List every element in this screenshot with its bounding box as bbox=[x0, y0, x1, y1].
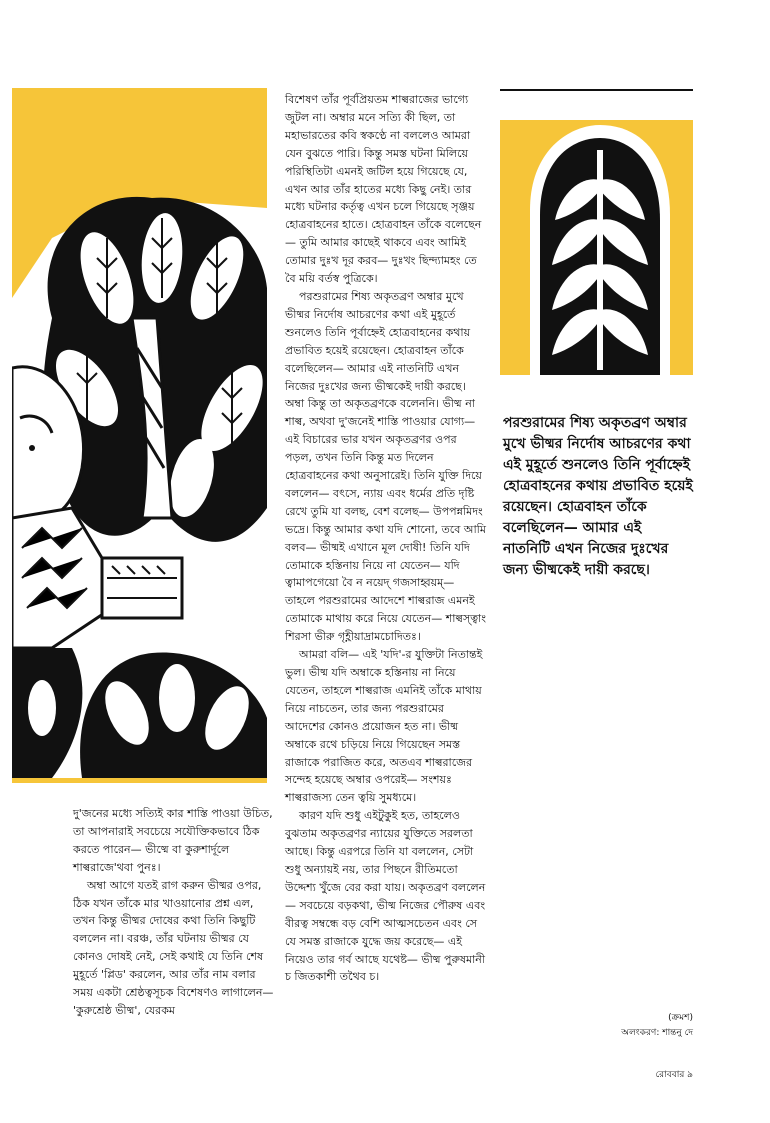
illustration-credit: অলংকরণ: শান্তনু দে bbox=[621, 1028, 693, 1038]
paragraph: বিশেষণ তাঁর পূর্বপ্রিয়তম শাল্বরাজের ভাগ্যে জুটল না। অম্বার মনে সত্যি কী ছিল, তা মহাভারতের কবি স্বকণ্ঠে না বললেও আমরা যেন বুঝতে পারি। কিন্তু সমস্ত ঘটনা মিলিয়ে পরিস্থিতিটা এমনই জটিল হয়ে গিয়েছে যে, এখন আর তাঁর হাতের মধ্যে কিছু নেই। তার মধ্যে ঘটনার কর্তৃত্ব এখন চলে গিয়েছে সৃঞ্জয় হোত্রবাহনের হাতে। হোত্রবাহন তাঁকে বলেছেন— তুমি আমার কাছেই থাকবে এবং আমিই তোমার দুঃখ দূর করব— দুঃখং ছিন্দ্যামহং তে বৈ ময়ি বর্তস্ব পুত্রিকে। bbox=[285, 93, 482, 286]
page-folio: রোববার ৯ bbox=[655, 1070, 693, 1080]
paragraph: পরশুরামের শিষ্য অকৃতব্রণ অম্বার মুখে ভীষ্মর নির্দোষ আচরণের কথা এই মুহূর্তে শুনলেও তিনি পূর্বাহ্নেই হোত্রবাহনের কথায় প্রভাবিত হয়েই রয়েছেন। হোত্রবাহন তাঁকে বলেছিলেন— আমার এই নাতনিটি এখন নিজের দুঃখের জন্য ভীষ্মকেই দায়ী করছে। অম্বা কিন্তু তা অকৃতব্রণকে বলেননি। ভীষ্ম না শাল্ব, অথবা দু'জনেই শাস্তি পাওয়ার যোগ্য— এই বিচারের ভার যখন অকৃতব্রণর ওপর পড়ল, তখন তিনি কিন্তু মত দিলেন হোত্রবাহনের কথা অনুসারেই। তিনি যুক্তি দিয়ে বললেন— বৎসে, ন্যায় এবং ধর্মের প্রতি দৃষ্টি রেখে তুমি যা বলছ, বেশ বলেছ— উপপন্নমিদং ভদ্রে। কিন্তু আমার কথা যদি শোনো, তবে আমি বলব— ভীষ্মই এখানে মূল দোষী! তিনি যদি তোমাকে হস্তিনায় নিয়ে না যেতেন— যদি ত্বামাপগেয়ো বৈ ন নয়েদ্ গজসাহ্বয়ম্— তাহলে পরশুরামের আদেশে শাল্বরাজ এমনই তোমাকে মাথায় করে নিয়ে যেতেন— শাল্বস্ত্বাং শিরসা ভীরু গৃহ্ণীয়াদ্রামচোদিতঃ। bbox=[285, 289, 486, 644]
pull-quote: পরশুরামের শিষ্য অকৃতব্রণ অম্বার মুখে ভীষ্মর নির্দোষ আচরণের কথা এই মুহূর্তে শুনলেও তিনি পূর্বাহ্নেই হোত্রবাহনের কথায় প্রভাবিত হয়েই রয়েছেন। হোত্রবাহন তাঁকে বলেছিলেন— আমার এই নাতনিটি এখন নিজের দুঃখের জন্য ভীষ্মকেই দায়ী করছে। bbox=[503, 415, 693, 578]
paragraph: আমরা বলি— এই 'যদি'-র যুক্তিটা নিতান্তই ভুল। ভীষ্ম যদি অম্বাকে হস্তিনায় না নিয়ে যেতেন, তাহলে শাল্বরাজ এমনিই তাঁকে মাথায় নিয়ে নাচতেন, তার জন্য পরশুরামের আদেশের কোনও প্রয়োজন হত না। ভীষ্ম অম্বাকে রথে চড়িয়ে নিয়ে গিয়েছেন সমস্ত রাজাকে পরাজিত করে, অতএব শাল্বরাজের সন্দেহ হয়েছে অম্বার ওপরেই— সংশয়ঃ শাল্বরাজস্য তেন ত্বয়ি সুমধ্যমে। bbox=[285, 648, 483, 805]
credits bbox=[560, 1011, 693, 1041]
paragraph: দু'জনের মধ্যে সত্যিই কার শাস্তি পাওয়া উচিত, তা আপনারাই সবচেয়ে সযৌক্তিকভাবে ঠিক করতে পারেন— ভীষ্মে বা কুরুশার্দূলে শাল্বরাজে'থবা পুনঃ। bbox=[73, 807, 273, 874]
paragraph: অম্বা আগে যতই রাগ করুন ভীষ্মর ওপর, ঠিক যখন তাঁকে মার খাওয়ানোর প্রশ্ন এল, তখন কিন্তু ভীষ্মর দোষের কথা তিনি কিছুটি বললেন না। বরঞ্চ, তাঁর ঘটনায় ভীষ্মর যে কোনও দোষই নেই, সেই কথাই যে তিনি শেষ মুহূর্তে 'প্লিড' করলেন, আর তাঁর নাম বলার সময় একটা শ্রেষ্ঠত্বসূচক বিশেষণও লাগালেন— 'কুরুশ্রেষ্ঠ ভীষ্ম', যেরকম bbox=[73, 878, 274, 1017]
column-rule bbox=[500, 89, 693, 91]
paragraph: কারণ যদি শুধু এইটুকুই হত, তাহলেও বুঝতাম অকৃতব্রণর ন্যায়ের যুক্তিতে সরলতা আছে। কিন্তু এরপরে তিনি যা বললেন, সেটা শুধু অন্যায়ই নয়, তার পিছনে রীতিমতো উদ্দেশ্য খুঁজে বের করা যায়। অকৃতব্রণ বললেন— সবচেয়ে বড়কথা, ভীষ্ম নিজের পৌরুষ এবং বীরত্ব সম্বন্ধে বড় বেশি আত্মসচেতন এবং সে যে সমস্ত রাজাকে যুদ্ধে জয় করেছে— এই নিয়েও তার গর্ব আছে যথেষ্ট— ভীষ্ম পুরুষমানী চ জিতকাশী তথৈব চ। bbox=[285, 809, 486, 984]
continued-note: (ক্রমশ) bbox=[668, 1013, 693, 1023]
illustration-tree-figure bbox=[12, 88, 267, 783]
article-column-left bbox=[73, 805, 275, 1020]
article-column-middle bbox=[285, 91, 487, 986]
illustration-leaf-frond bbox=[500, 120, 693, 375]
